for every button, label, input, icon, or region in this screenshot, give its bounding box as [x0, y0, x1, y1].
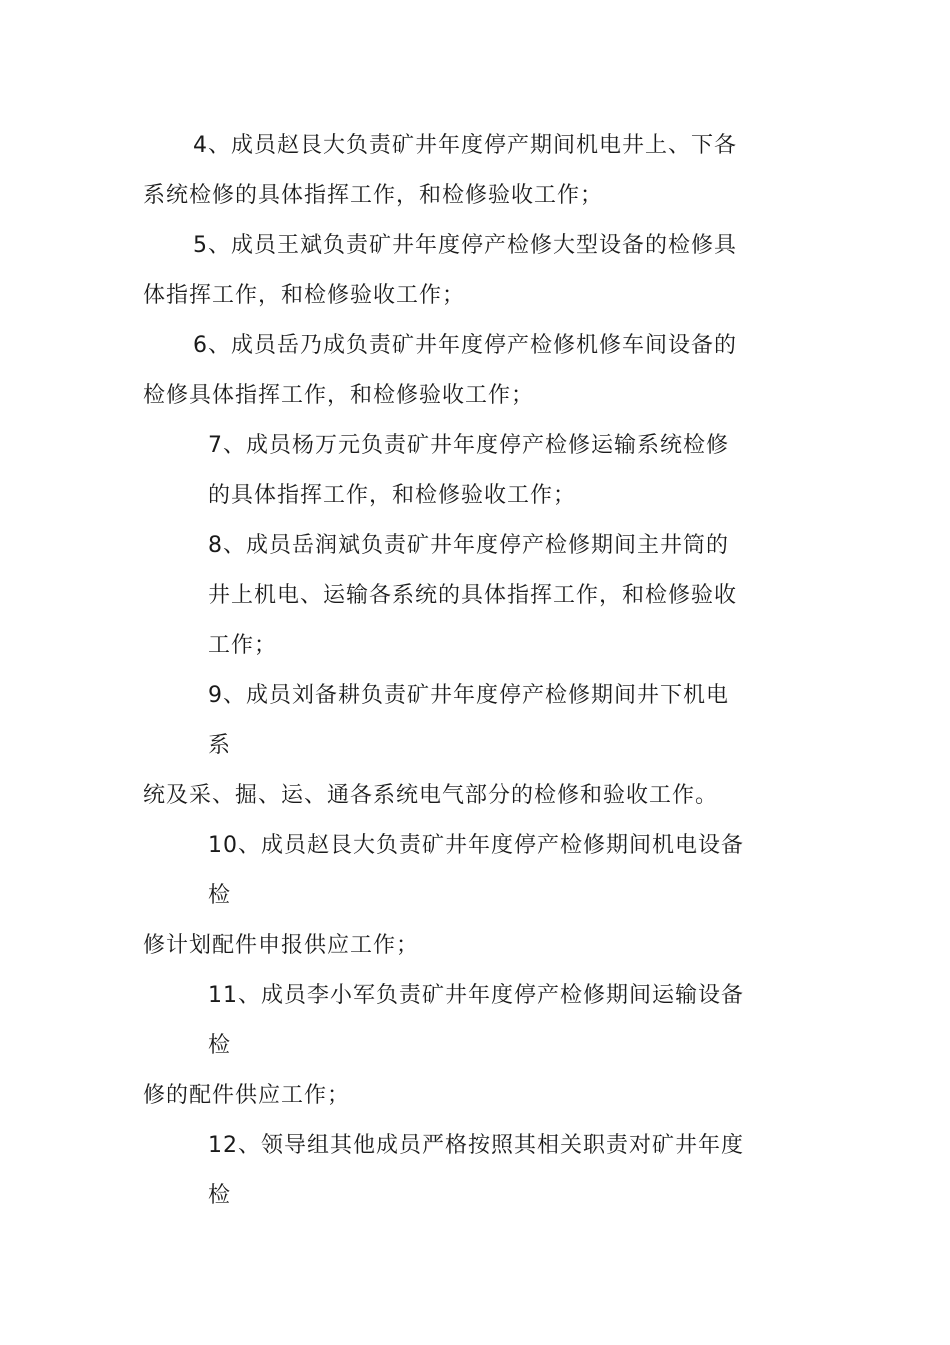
- text-line: 的具体指挥工作，和检修验收工作；: [208, 483, 577, 508]
- text-line: 9、成员刘备耕负责矿井年度停产检修期间井下机电: [208, 683, 729, 708]
- text-line: 修计划配件申报供应工作；: [143, 933, 420, 958]
- text-line: 5、成员王斌负责矿井年度停产检修大型设备的检修具: [193, 233, 737, 258]
- text-line: 检修具体指挥工作，和检修验收工作；: [143, 383, 535, 408]
- text-line: 11、成员李小军负责矿井年度停产检修期间运输设备: [208, 983, 744, 1008]
- text-line: 6、成员岳乃成负责矿井年度停产检修机修车间设备的: [193, 333, 737, 358]
- text-line: 检: [208, 1183, 232, 1208]
- text-line: 4、成员赵艮大负责矿井年度停产期间机电井上、下各: [193, 133, 737, 158]
- text-line: 检: [208, 883, 232, 908]
- text-line: 系: [208, 733, 232, 758]
- text-line: 7、成员杨万元负责矿井年度停产检修运输系统检修: [208, 433, 729, 458]
- text-line: 工作；: [208, 633, 278, 658]
- text-line: 8、成员岳润斌负责矿井年度停产检修期间主井筒的: [208, 533, 729, 558]
- text-line: 井上机电、运输各系统的具体指挥工作，和检修验收: [208, 583, 738, 608]
- text-line: 10、成员赵艮大负责矿井年度停产检修期间机电设备: [208, 833, 744, 858]
- text-line: 统及采、掘、运、通各系统电气部分的检修和验收工作。: [143, 783, 719, 808]
- text-line: 系统检修的具体指挥工作，和检修验收工作；: [143, 183, 604, 208]
- text-line: 体指挥工作，和检修验收工作；: [143, 283, 466, 308]
- text-line: 修的配件供应工作；: [143, 1083, 351, 1108]
- text-line: 检: [208, 1033, 232, 1058]
- text-line: 12、领导组其他成员严格按照其相关职责对矿井年度: [208, 1133, 744, 1158]
